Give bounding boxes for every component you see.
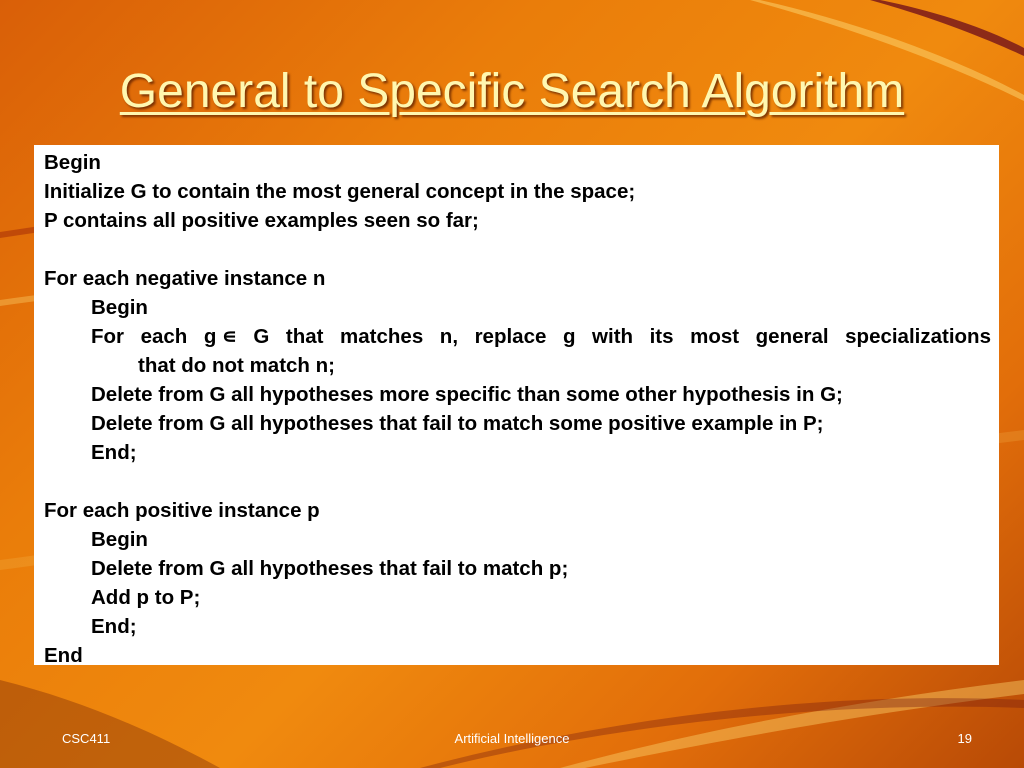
algorithm-line: For each negative instance n bbox=[44, 267, 326, 290]
algorithm-line: For each positive instance p bbox=[44, 499, 320, 522]
algorithm-word: g ∊ bbox=[203, 325, 237, 348]
algorithm-line: Begin bbox=[44, 151, 101, 174]
algorithm-word: replace bbox=[474, 325, 547, 348]
algorithm-line: Delete from G all hypotheses that fail to match p; bbox=[91, 557, 569, 580]
algorithm-word: general bbox=[755, 325, 829, 348]
footer-course-title: Artificial Intelligence bbox=[454, 731, 570, 746]
algorithm-line-blank bbox=[44, 235, 991, 264]
footer-course-code: CSC411 bbox=[62, 731, 111, 746]
algorithm-line: End; bbox=[91, 441, 137, 464]
algorithm-word: G bbox=[253, 325, 270, 348]
slide-title: General to Specific Search Algorithm bbox=[119, 65, 905, 118]
algorithm-word: matches bbox=[340, 325, 424, 348]
algorithm-word: g bbox=[562, 325, 576, 348]
algorithm-word: For bbox=[91, 325, 125, 348]
algorithm-text-box bbox=[34, 145, 999, 665]
algorithm-line: Delete from G all hypotheses that fail to match some positive example in P; bbox=[91, 412, 824, 435]
algorithm-line: End; bbox=[91, 615, 137, 638]
algorithm-line: P contains all positive examples seen so far; bbox=[44, 209, 479, 232]
algorithm-word: each bbox=[140, 325, 188, 348]
algorithm-line: Delete from G all hypotheses more specific than some other hypothesis in G; bbox=[91, 383, 843, 406]
algorithm-word: most bbox=[690, 325, 740, 348]
algorithm-line: that do not match n; bbox=[138, 354, 336, 377]
algorithm-line: End bbox=[44, 644, 83, 667]
algorithm-word: its bbox=[649, 325, 674, 348]
algorithm-word: with bbox=[592, 325, 634, 348]
algorithm-word: specializations bbox=[845, 325, 991, 348]
algorithm-line-justified bbox=[44, 322, 991, 351]
algorithm-line: Begin bbox=[91, 528, 148, 551]
algorithm-line-blank bbox=[44, 467, 991, 496]
algorithm-word: that bbox=[285, 325, 324, 348]
algorithm-line: Begin bbox=[91, 296, 148, 319]
algorithm-word: n, bbox=[439, 325, 459, 348]
footer-page-number: 19 bbox=[957, 731, 972, 746]
algorithm-line: Add p to P; bbox=[91, 586, 201, 609]
algorithm-line: Initialize G to contain the most general concept in the space; bbox=[44, 180, 636, 203]
